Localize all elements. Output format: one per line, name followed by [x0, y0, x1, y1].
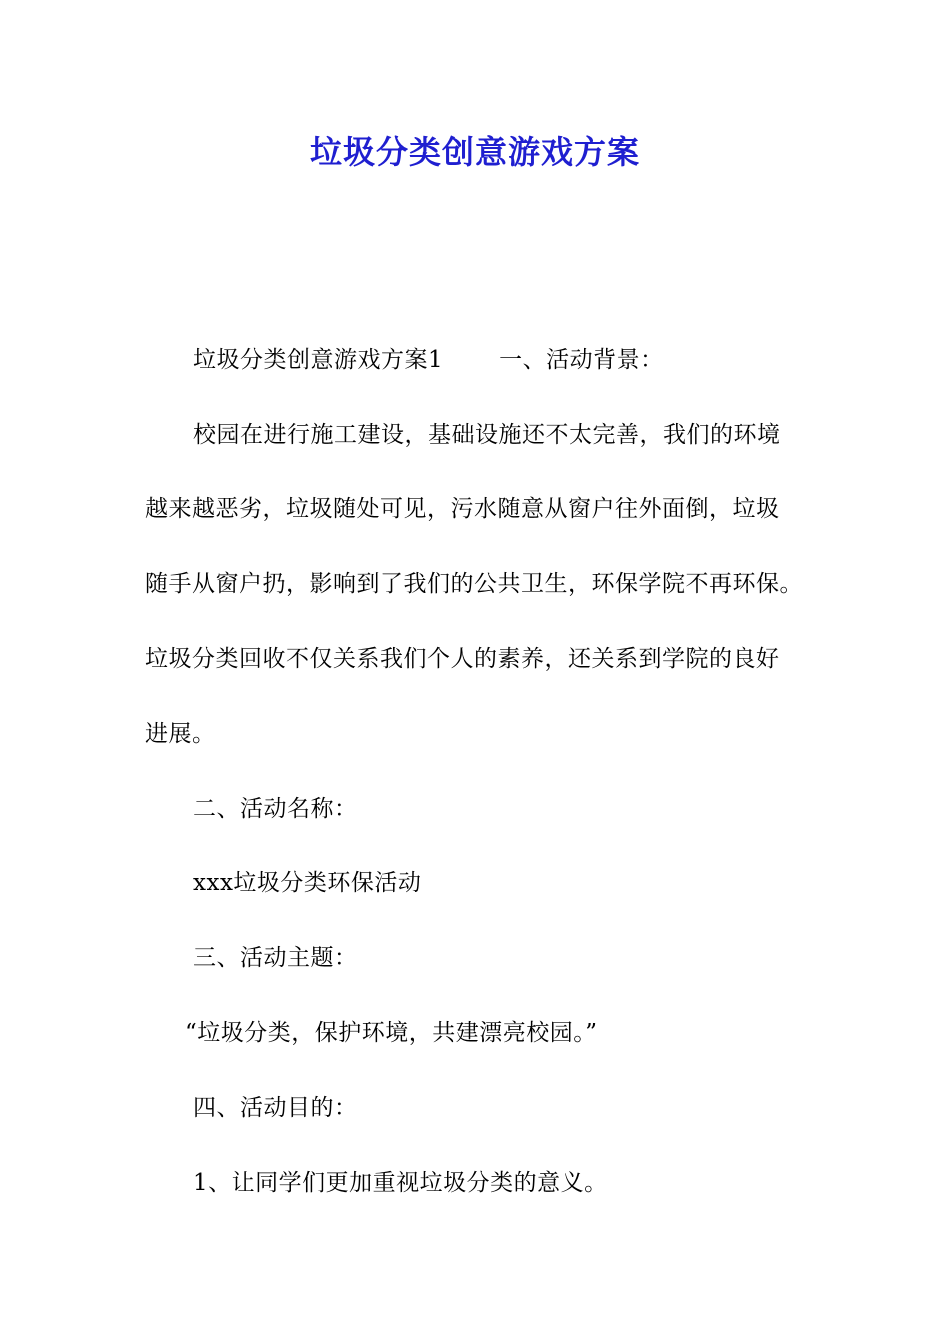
purpose-item: 1、让同学们更加重视垃圾分类的意义。 — [193, 1170, 608, 1196]
paragraph-line: 垃圾分类回收不仅关系我们个人的素养，还关系到学院的良好 — [145, 646, 780, 672]
document-title: 垃圾分类创意游戏方案 — [309, 133, 640, 171]
paragraph-line: 越来越恶劣，垃圾随处可见，污水随意从窗户往外面倒，垃圾 — [145, 496, 780, 522]
paragraph-line: 随手从窗户扔，影响到了我们的公共卫生，环保学院不再环保。 — [145, 571, 803, 597]
section-heading-theme: 三、活动主题： — [193, 945, 358, 971]
activity-name-text: xxx垃圾分类环保活动 — [193, 870, 422, 896]
section-heading-purpose: 四、活动目的： — [193, 1095, 358, 1121]
theme-text: “垃圾分类，保护环境，共建漂亮校园。” — [185, 1020, 598, 1046]
paragraph-line: 进展。 — [145, 721, 216, 747]
section-heading-line — [193, 344, 664, 376]
section-heading-background: 一、活动背景： — [499, 347, 664, 373]
plan-heading: 垃圾分类创意游戏方案1 — [193, 347, 444, 373]
paragraph-line: 校园在进行施工建设，基础设施还不太完善，我们的环境 — [193, 422, 781, 448]
section-heading-name: 二、活动名称： — [193, 796, 358, 822]
